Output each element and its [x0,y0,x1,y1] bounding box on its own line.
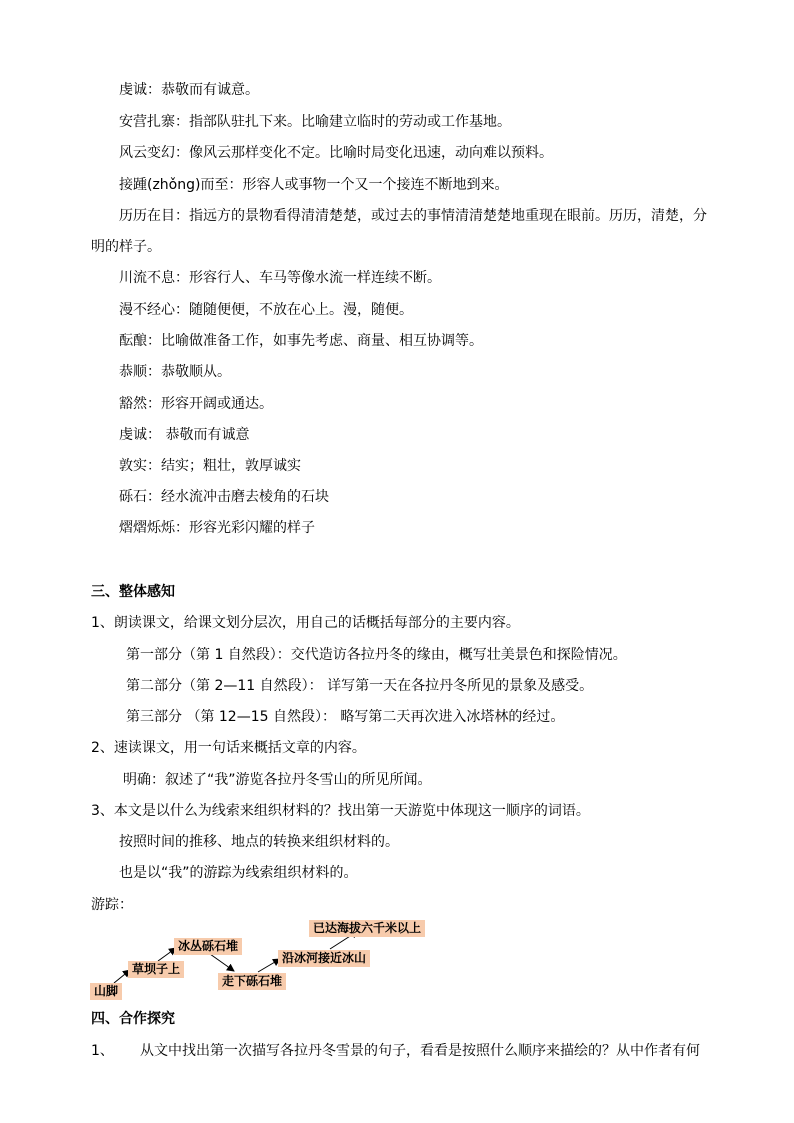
answer-part: 第三部分 （第 12—15 自然段）： 略写第二天再次进入冰塔林的经过。 [126,709,565,725]
vocab-item: 敦实：结实；粗壮，敦厚诚实 [119,458,301,474]
answer: 也是以“我”的游踪为线索组织材料的。 [119,865,358,881]
vocab-item: 安营扎寨：指部队驻扎下来。比喻建立临时的劳动或工作基地。 [119,114,511,130]
vocab-item: 虔诚： 恭敬而有诚意 [119,427,250,443]
answer-part: 第一部分（第 1 自然段）：交代造访各拉丹冬的缘由，概写壮美景色和探险情况。 [126,647,627,663]
vocab-item: 砾石：经水流冲击磨去棱角的石块 [119,489,329,505]
vocab-item: 恭顺：恭敬顺从。 [119,364,231,380]
path-node: 冰丛砾石堆 [174,938,242,955]
answer: 按照时间的推移、地点的转换来组织材料的。 [119,834,399,850]
vocab-item: 虔诚：恭敬而有诚意。 [119,82,259,98]
vocab-item-continuation: 明的样子。 [91,239,161,255]
question-number: 1、 [91,1043,114,1059]
question: 从文中找出第一次描写各拉丹冬雪景的句子，看看是按照什么顺序来描绘的？从中作者有何 [140,1043,700,1059]
vocab-item: 接踵(zhǒng)而至：形容人或事物一个又一个接连不断地到来。 [119,177,509,193]
answer-part: 第二部分（第 2—11 自然段）： 详写第一天在各拉丹冬所见的景象及感受。 [126,678,594,694]
path-node: 走下砾石堆 [218,973,286,990]
vocab-item: 漫不经心：随随便便，不放在心上。漫，随便。 [119,302,413,318]
answer: 明确：叙述了“我”游览各拉丹冬雪山的所见所闻。 [123,772,432,788]
path-node: 沿冰河接近冰山 [278,950,370,967]
question: 1、朗读课文，给课文划分层次，用自己的话概括每部分的主要内容。 [91,615,520,631]
vocab-item: 熠熠烁烁：形容光彩闪耀的样子 [119,520,315,536]
arrow [210,954,234,971]
vocab-item: 历历在目：指远方的景物看得清清楚楚，或过去的事情清清楚楚地重现在眼前。历历，清楚，分 [119,208,707,224]
vocab-item: 豁然：形容开阔或通达。 [119,396,273,412]
question: 2、速读课文，用一句话来概括文章的内容。 [91,740,366,756]
question: 3、本文是以什么为线索来组织材料的？找出第一天游览中体现这一顺序的词语。 [91,803,590,819]
path-node: 已达海拔六千米以上 [309,920,425,937]
arrow [258,959,280,972]
vocab-item: 风云变幻：像风云那样变化不定。比喻时局变化迅速，动向难以预料。 [119,145,553,161]
vocab-item: 酝酿：比喻做准备工作，如事先考虑、商量、相互协调等。 [119,333,483,349]
trace-label: 游踪： [91,897,133,913]
path-node: 山脚 [90,983,122,1000]
section-heading: 三、整体感知 [91,584,175,600]
section-heading: 四、合作探究 [91,1011,175,1027]
path-node: 草坝子上 [128,961,184,978]
vocab-item: 川流不息：形容行人、车马等像水流一样连续不断。 [119,270,441,286]
